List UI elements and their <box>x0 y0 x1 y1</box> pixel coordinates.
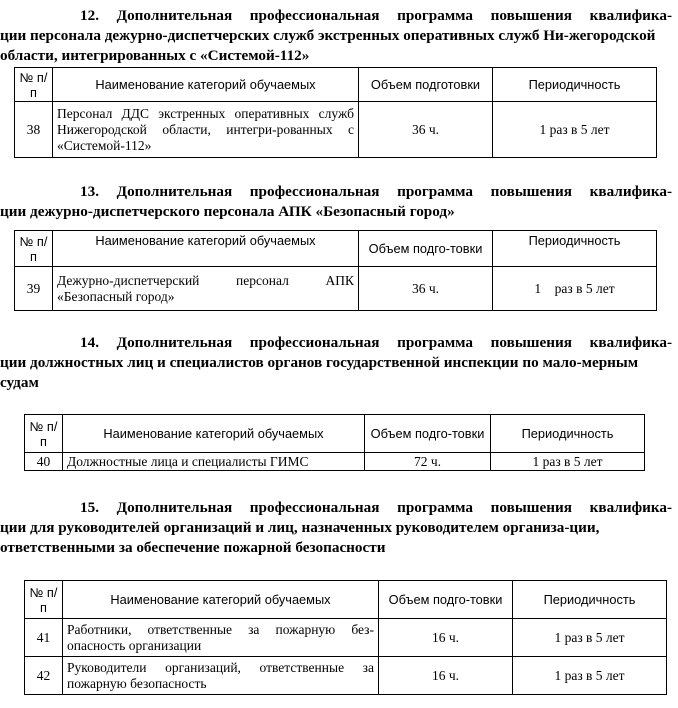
header-num: № п/п <box>25 581 63 619</box>
header-category: Наименование категорий обучаемых <box>63 415 365 453</box>
row-volume: 36 ч. <box>359 267 493 311</box>
header-period: Периодичность <box>493 231 657 267</box>
row-num: 40 <box>25 453 63 471</box>
section-14-table <box>24 414 645 471</box>
table-row <box>15 102 657 158</box>
header-num: № п/п <box>15 231 53 267</box>
section-15-table <box>24 580 667 695</box>
header-volume: Объем подготовки <box>359 68 493 102</box>
header-volume: Объем подго-товки <box>365 415 491 453</box>
row-period: 1 раз в 5 лет <box>491 453 645 471</box>
row-category: Дежурно-диспетчерский персонал АПК «Безопасный город» <box>53 267 359 311</box>
section-12-table <box>14 67 657 158</box>
row-category: Персонал ДДС экстренных оперативных служб Нижегородской области, интегри-рованных с «Системой-112» <box>53 102 359 158</box>
table-row <box>25 657 667 695</box>
table-header-row <box>15 231 657 267</box>
header-period: Периодичность <box>493 68 657 102</box>
table-row <box>25 619 667 657</box>
section-13-table <box>14 230 657 311</box>
row-num: 38 <box>15 102 53 158</box>
row-category: Руководители организаций, ответственные за пожарную безопасность <box>63 657 379 695</box>
row-num: 41 <box>25 619 63 657</box>
row-num: 42 <box>25 657 63 695</box>
row-category: Должностные лица и специалисты ГИМС <box>63 453 365 471</box>
header-volume: Объем подго-товки <box>379 581 513 619</box>
header-num: № п/п <box>15 68 53 102</box>
row-category: Работники, ответственные за пожарную без-опасность организации <box>63 619 379 657</box>
table-row <box>15 267 657 311</box>
row-num: 39 <box>15 267 53 311</box>
header-category: Наименование категорий обучаемых <box>63 581 379 619</box>
table-header-row <box>25 581 667 619</box>
table-header-row <box>25 415 645 453</box>
row-volume: 36 ч. <box>359 102 493 158</box>
row-volume: 16 ч. <box>379 619 513 657</box>
header-period: Периодичность <box>513 581 667 619</box>
header-category: Наименование категорий обучаемых <box>53 231 359 267</box>
table-row <box>25 453 645 471</box>
section-13-heading: 13. Дополнительная профессиональная программа повышения квалифика- ции дежурно-диспетчерского персонала АПК «Безопасный город» <box>0 183 672 220</box>
row-volume: 72 ч. <box>365 453 491 471</box>
section-15-heading: 15. Дополнительная профессиональная программа повышения квалифика- ции для руководителей организаций и лиц, назначенных руководителем организа-ции, ответственными за обеспечение пожарной безопасности <box>0 499 672 556</box>
header-num: № п/п <box>25 415 63 453</box>
row-period: 1 раз в 5 лет <box>513 657 667 695</box>
row-period: 1 раз в 5 лет <box>493 267 657 311</box>
row-period: 1 раз в 5 лет <box>513 619 667 657</box>
table-header-row <box>15 68 657 102</box>
header-volume: Объем подго-товки <box>359 231 493 267</box>
row-period: 1 раз в 5 лет <box>493 102 657 158</box>
header-period: Периодичность <box>491 415 645 453</box>
row-volume: 16 ч. <box>379 657 513 695</box>
section-14-heading: 14. Дополнительная профессиональная программа повышения квалифика- ции должностных лиц и специалистов органов государственной инспекции по мало-мерным судам <box>0 334 672 391</box>
section-12-heading: 12. Дополнительная профессиональная программа повышения квалифика- ции персонала дежурно-диспетчерских служб экстренных оперативных служб Ни-жегородской области, интегрированных с «Системой-112» <box>0 7 672 64</box>
header-category: Наименование категорий обучаемых <box>53 68 359 102</box>
